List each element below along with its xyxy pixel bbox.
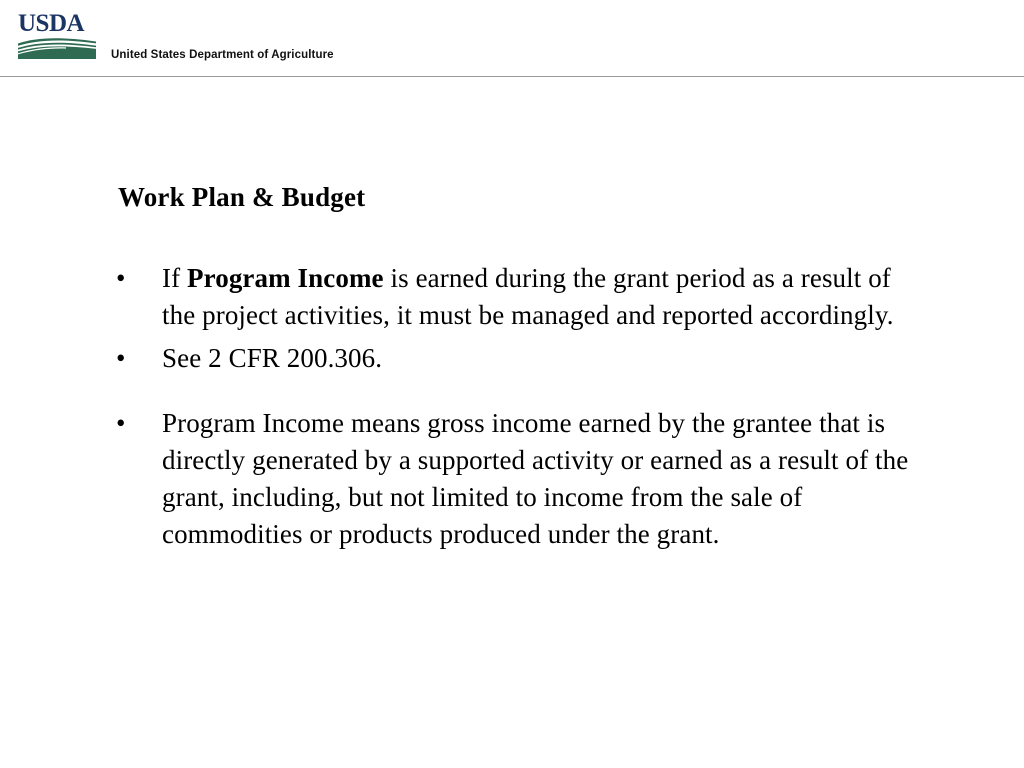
agency-name-label: United States Department of Agriculture xyxy=(111,49,334,61)
bullet-list xyxy=(112,260,912,553)
page-header xyxy=(0,0,1024,77)
bullet-text xyxy=(162,260,912,334)
slide-body xyxy=(0,77,1024,768)
bullet-text xyxy=(162,405,912,553)
bullet-item xyxy=(112,405,912,553)
bullet-marker-icon: • xyxy=(116,408,126,438)
bullet-text-run: See 2 CFR 200.306. xyxy=(162,343,383,373)
usda-field-mark-icon xyxy=(18,36,96,59)
usda-wordmark: USDA xyxy=(18,10,85,37)
bullet-text-run: If xyxy=(162,263,188,293)
bullet-text xyxy=(162,340,912,377)
bullet-item xyxy=(112,260,912,334)
bullet-text-run: is earned during the grant period as a result of the project activities, it must be managed and reported accordingly. xyxy=(162,263,894,330)
bullet-item xyxy=(112,340,912,377)
bullet-text-emphasis: Program Income xyxy=(187,263,384,293)
bullet-marker-icon: • xyxy=(116,343,126,373)
bullet-spacer xyxy=(112,377,912,405)
usda-logo xyxy=(18,11,98,59)
bullet-text-run: Program Income means gross income earned by the grantee that is directly generated by a supported activity or earned as a result of the grant, including, but not limited to income from the sale of commodities or products produced under the grant. xyxy=(162,408,909,549)
slide-title: Work Plan & Budget xyxy=(118,182,366,212)
bullet-marker-icon: • xyxy=(116,263,126,293)
